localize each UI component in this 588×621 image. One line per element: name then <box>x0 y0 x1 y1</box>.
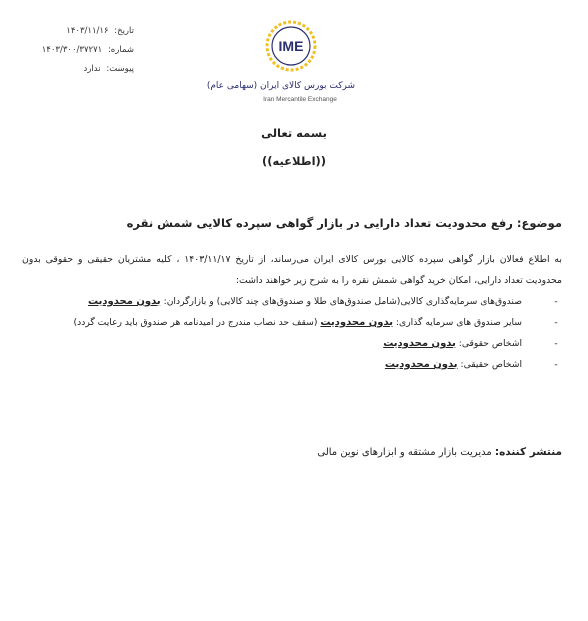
notice-heading: ((اطلاعیه)) <box>261 154 327 168</box>
bullet-dash: - <box>554 338 558 349</box>
subject-line: موضوع: رفع محدودیت تعداد دارایی در بازار گواهی سپرده کالایی شمش نقره <box>126 216 562 230</box>
bullet-dash: - <box>554 296 558 307</box>
letter-meta <box>24 22 134 79</box>
publisher-line <box>317 446 562 458</box>
number-value: ۱۴۰۳/۳۰۰/۳۷۲۷۱ <box>41 45 103 55</box>
bullet-list <box>22 291 562 375</box>
bullet-dash: - <box>554 359 558 370</box>
logo-mark-text: IME <box>278 38 304 54</box>
list-item <box>22 291 562 312</box>
list-item <box>22 354 562 375</box>
date-value: ۱۴۰۳/۱۱/۱۶ <box>66 26 109 36</box>
bullet-text <box>383 333 522 354</box>
body-paragraph: به اطلاع فعالان بازار گواهی سپرده کالایی بورس کالای ایران می‌رساند، از تاریخ ۱۴۰۳/۱۱/۱۷ ، کلیه مشتریان حقیقی و حقوقی بدون محدودیت تعداد دارایی، امکان خرید گواهی شمش نقره را به شرح زیر خواهند داشت: <box>22 254 562 286</box>
list-item <box>22 312 562 333</box>
list-item <box>22 333 562 354</box>
ime-logo-icon <box>261 16 321 76</box>
bullet-text <box>88 291 522 312</box>
bullet-label: اشخاص حقوقی: <box>458 338 522 349</box>
bullet-emphasis: بدون محدودیت <box>383 338 456 349</box>
number-label: شماره: <box>107 45 134 55</box>
date-line <box>24 22 134 41</box>
company-name-en: Iran Mercantile Exchange <box>263 96 337 103</box>
bullet-emphasis: بدون محدودیت <box>384 359 458 370</box>
bullet-emphasis: بدون محدودیت <box>88 296 161 307</box>
company-name-fa: شرکت بورس کالای ایران (سهامی عام) <box>206 81 355 91</box>
attachment-value: ندارد <box>83 64 101 74</box>
date-label: تاریخ: <box>114 26 134 36</box>
bullet-label: صندوق‌های سرمایه‌گذاری کالایی(شامل صندوق‌های طلا و صندوق‌های چند کالایی) و بازارگردان: <box>163 296 522 307</box>
bullet-emphasis: بدون محدودیت <box>320 317 394 328</box>
bullet-dash: - <box>554 317 558 328</box>
publisher-value: مدیریت بازار مشتقه و ابزارهای نوین مالی <box>317 447 492 458</box>
bullet-text <box>74 312 522 333</box>
bullet-label: اشخاص حقیقی: <box>460 359 522 370</box>
publisher-label: منتشر کننده: <box>494 446 562 458</box>
attachment-line <box>24 60 134 79</box>
number-line <box>24 41 134 60</box>
bullet-text <box>385 354 522 375</box>
bullet-label: سایر صندوق های سرمایه گذاری: <box>395 317 522 328</box>
company-logo <box>206 16 365 106</box>
basmala-heading: بسمه تعالی <box>261 126 327 140</box>
bullet-suffix: (سقف حد نصاب مندرج در امیدنامه هر صندوق باید رعایت گردد) <box>73 317 318 328</box>
attachment-label: پیوست: <box>106 64 134 74</box>
